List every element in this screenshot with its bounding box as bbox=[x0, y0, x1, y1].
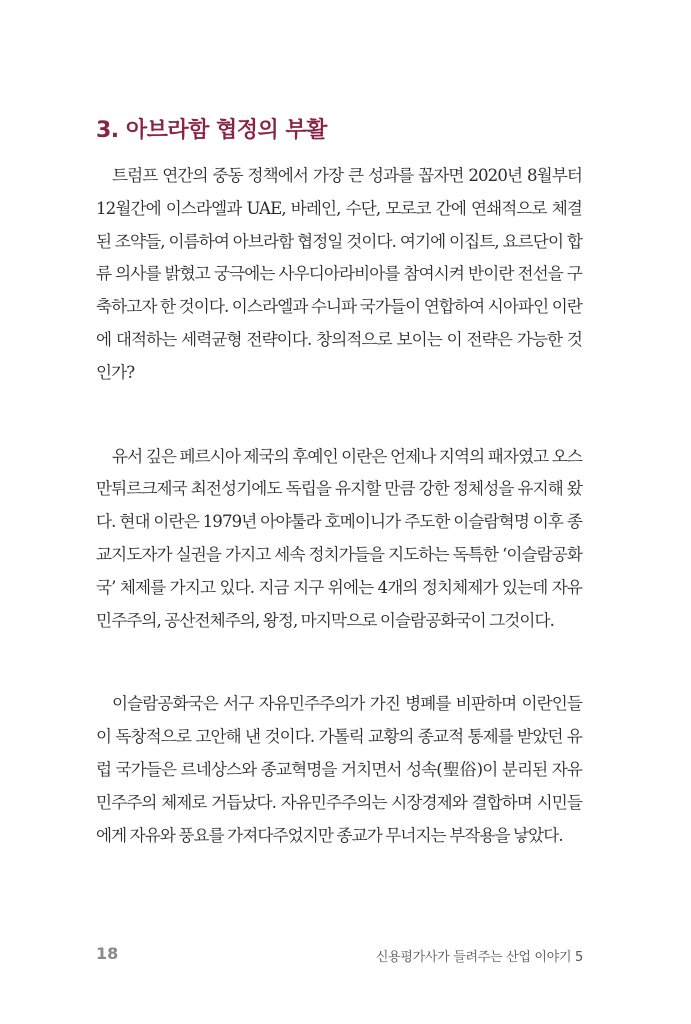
section-title: 3. 아브라함 협정의 부활 bbox=[96, 118, 327, 143]
body-text bbox=[96, 160, 582, 852]
page-number: 18 bbox=[96, 944, 119, 963]
paragraph: 트럼프 연간의 중동 정책에서 가장 큰 성과를 꼽자면 2020년 8월부터 12월간에 이스라엘과 UAE, 바레인, 수단, 모로코 간에 연쇄적으로 체결된 조약들, 이름하여 아브라함 협정일 것이다. 여기에 이집트, 요르단이 합류 의사를 밝혔고 궁극에는 사우디아라비아를 참여시켜 반이란 전선을 구축하고자 한 것이다. 이스라엘과 수니파 국가들이 연합하여 시아파인 이란에 대적하는 세력균형 전략이다. 창의적으로 보이는 이 전략은 가능한 것인가? bbox=[96, 166, 582, 382]
paragraph: 유서 깊은 페르시아 제국의 후예인 이란은 언제나 지역의 패자였고 오스만튀르크제국 최전성기에도 독립을 유지할 만큼 강한 정체성을 유지해 왔다. 현대 이란은 1979년 아야툴라 호메이니가 주도한 이슬람혁명 이후 종교지도자가 실권을 가지고 세속 정치가들을 지도하는 독특한 ‘이슬람공화국’ 체제를 가지고 있다. 지금 지구 위에는 4개의 정치체제가 있는데 자유민주주의, 공산전체주의, 왕정, 마지막으로 이슬람공화국이 그것이다. bbox=[96, 446, 582, 630]
running-footer-title: 신용평가사가 들려주는 산업 이야기 5 bbox=[375, 950, 583, 965]
paragraph: 이슬람공화국은 서구 자유민주주의가 가진 병폐를 비판하며 이란인들이 독창적으로 고안해 낸 것이다. 가톨릭 교황의 종교적 통제를 받았던 유럽 국가들은 르네상스와 종교혁명을 거치면서 성속(聖俗)이 분리된 자유민주주의 체제로 거듭났다. 자유민주주의는 시장경제와 결합하며 시민들에게 자유와 풍요를 가져다주었지만 종교가 무너지는 부작용을 낳았다. bbox=[96, 694, 582, 845]
